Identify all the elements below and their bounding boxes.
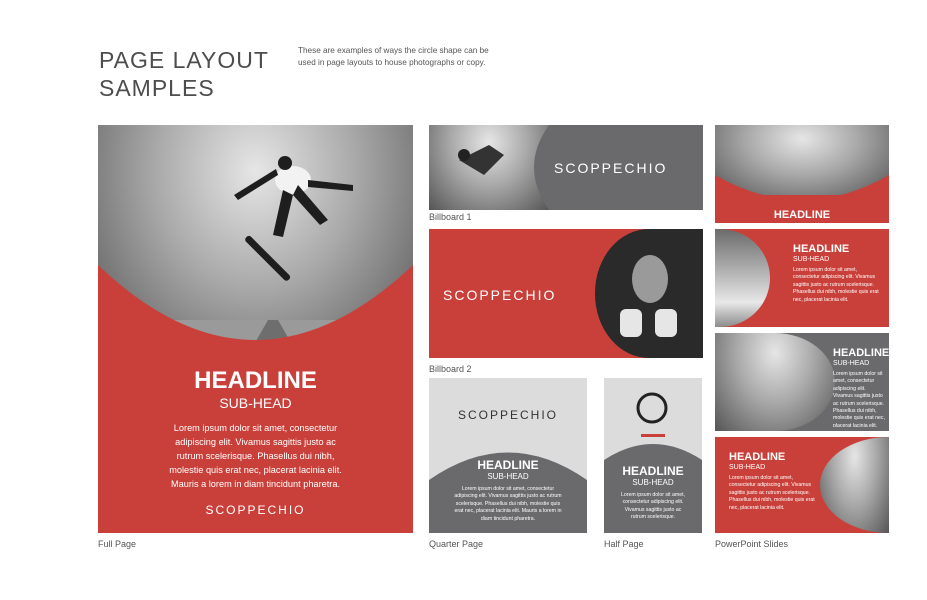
ppt-caption: PowerPoint Slides bbox=[715, 539, 789, 549]
ppt3-headline: HEADLINE bbox=[833, 347, 889, 359]
billboard1-sample bbox=[429, 125, 703, 210]
billboard2-brand: SCOPPECHIO bbox=[443, 287, 557, 303]
quarter-body: Lorem ipsum dolor sit amet, consectetur adipiscing elit. Vivamus sagittis justo ac rutrum scelerisque. Phasellus dui nibh, molestie quis erat nec, placerat lacinia elit. Mauris a lorem in diam tincidunt pharetra. bbox=[454, 486, 562, 522]
intro-text: These are examples of ways the circle shape can be used in page layouts to house photographs or copy. bbox=[298, 46, 489, 67]
page-title: PAGE LAYOUT SAMPLES bbox=[99, 47, 269, 101]
full-page-sample bbox=[98, 125, 413, 533]
boxer-photo bbox=[595, 229, 703, 358]
full-brand: SCOPPECHIO bbox=[205, 503, 306, 517]
circle-logo-icon bbox=[634, 390, 670, 426]
full-subhead: SUB-HEAD bbox=[219, 395, 292, 411]
ppt4-headline: HEADLINE bbox=[729, 451, 786, 463]
logo-underline bbox=[641, 434, 665, 437]
ppt3-body: Lorem ipsum dolor sit amet, consectetur adipiscing elit. Vivamus sagittis justo ac rutrum scelerisque. Phasellus dui nibh, molestie quis erat nec, placerat lacinia elit. bbox=[833, 371, 885, 427]
ppt3-photo bbox=[715, 333, 835, 431]
ppt3-subhead: SUB-HEAD bbox=[833, 360, 870, 367]
billboard1-brand: SCOPPECHIO bbox=[554, 160, 668, 176]
full-caption: Full Page bbox=[98, 539, 137, 549]
ppt4-body: Lorem ipsum dolor sit amet, consectetur adipiscing elit. Vivamus sagittis justo ac rutrum scelerisque. Phasellus dui nibh, molestie quis erat nec, placerat lacinia elit. bbox=[729, 475, 815, 511]
half-caption: Half Page bbox=[604, 539, 644, 549]
half-headline: HEADLINE bbox=[622, 464, 684, 478]
ppt4-subhead: SUB-HEAD bbox=[729, 464, 766, 471]
quarter-subhead: SUB-HEAD bbox=[487, 472, 529, 481]
ppt-slide-1 bbox=[715, 125, 889, 223]
ppt4-photo bbox=[820, 437, 889, 533]
ppt-slide-4 bbox=[715, 437, 889, 533]
billboard1-caption: Billboard 1 bbox=[429, 212, 472, 222]
ppt-slide-3 bbox=[715, 333, 889, 431]
quarter-headline: HEADLINE bbox=[477, 458, 539, 472]
quarter-caption: Quarter Page bbox=[429, 539, 484, 549]
billboard2-sample bbox=[429, 229, 703, 358]
boxer-illustration bbox=[595, 229, 703, 358]
circle-arc bbox=[98, 265, 413, 365]
ppt1-headline: HEADLINE bbox=[773, 209, 831, 221]
ppt2-subhead: SUB-HEAD bbox=[793, 256, 830, 263]
billboard2-caption: Billboard 2 bbox=[429, 364, 472, 374]
ppt-slide-2 bbox=[715, 229, 889, 327]
quarter-brand: SCOPPECHIO bbox=[457, 408, 558, 422]
half-subhead: SUB-HEAD bbox=[632, 478, 674, 487]
quarter-page-sample bbox=[429, 378, 587, 533]
half-body: Lorem ipsum dolor sit amet, consectetur adipiscing elit. Vivamus sagittis justo ac rutrum scelerisque. bbox=[620, 492, 685, 521]
half-page-sample bbox=[604, 378, 702, 533]
ppt2-body: Lorem ipsum dolor sit amet, consectetur adipiscing elit. Vivamus sagittis justo ac rutrum scelerisque. Phasellus dui nibh, molestie quis erat nec, placerat lacinia elit. bbox=[793, 267, 879, 303]
full-headline: HEADLINE bbox=[194, 367, 317, 394]
full-body: Lorem ipsum dolor sit amet, consectetur adipiscing elit. Vivamus sagittis justo ac rutrum scelerisque. Phasellus dui nibh, molestie quis erat nec, placerat lacinia elit. Mauris a lorem in diam tincidunt pharetra. bbox=[169, 423, 342, 489]
ppt2-headline: HEADLINE bbox=[793, 243, 850, 255]
ppt2-photo bbox=[715, 229, 770, 327]
